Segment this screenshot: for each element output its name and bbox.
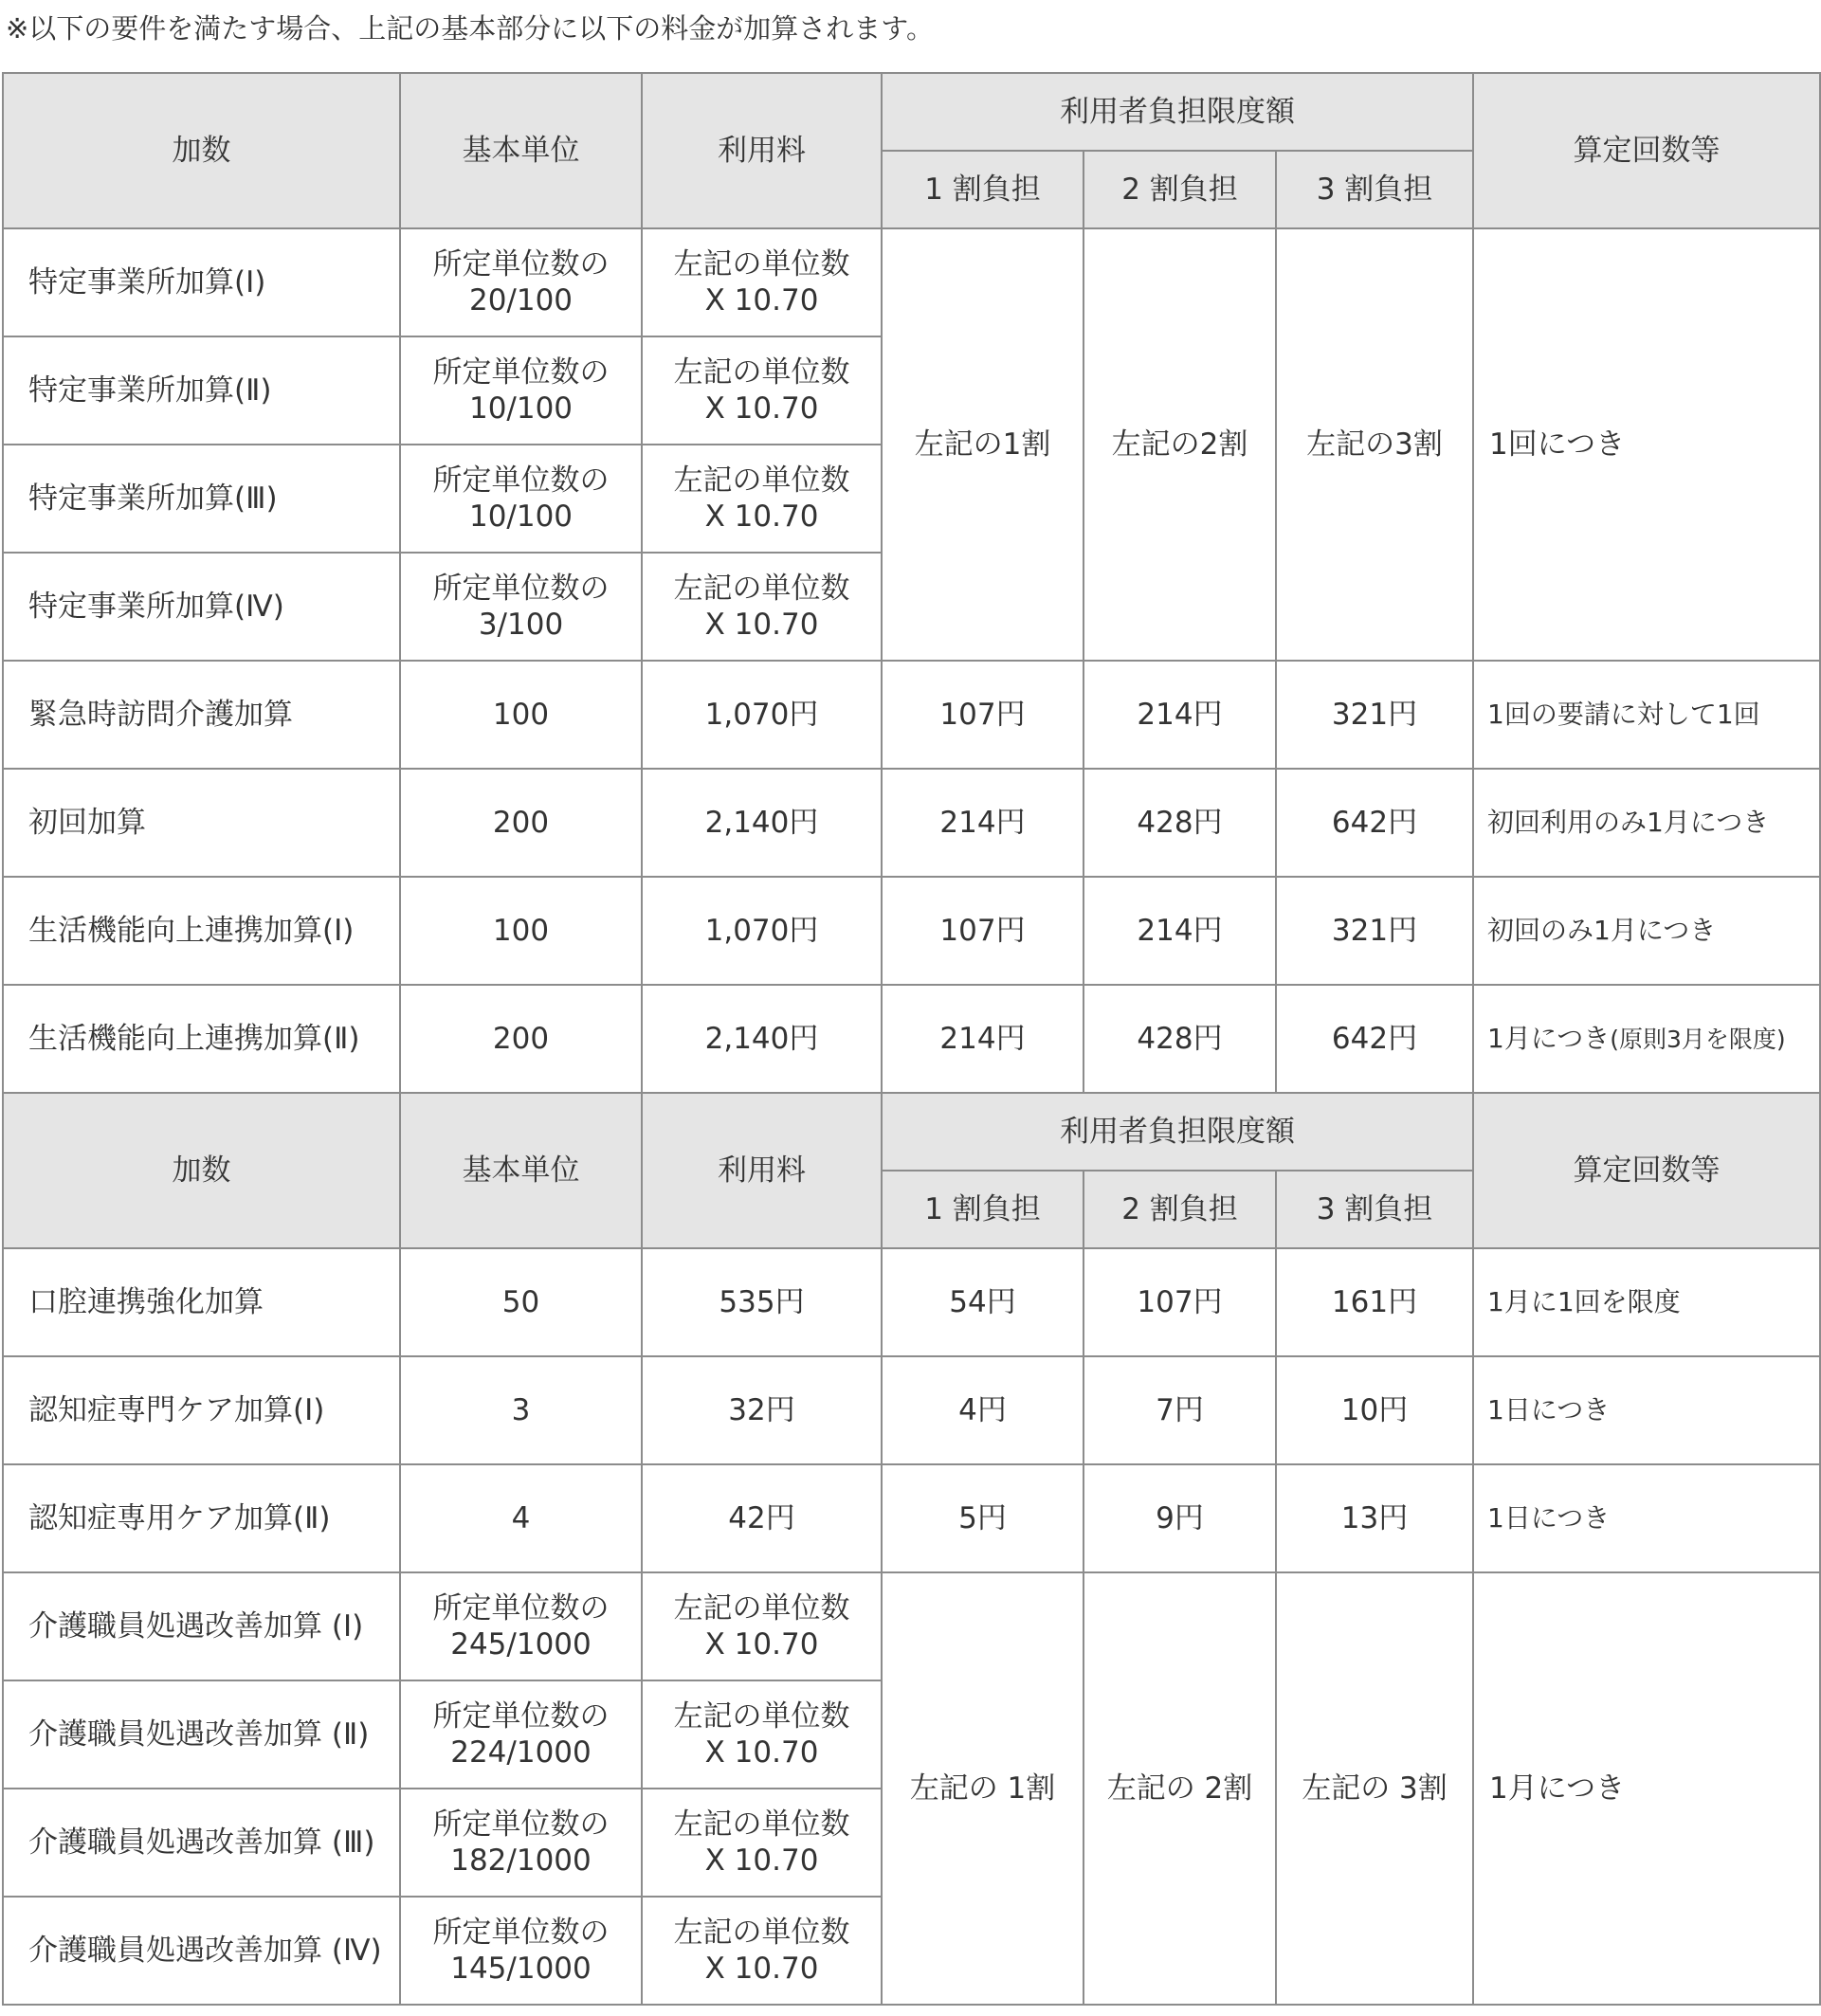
item-3wari: 642円 (1276, 769, 1473, 877)
table-row (3, 985, 1820, 1093)
header-fee: 利用料 (642, 73, 882, 228)
item-count-text: 初回のみ1月につき (1487, 915, 1717, 946)
merged-3wari: 左記の3割 (1276, 228, 1473, 661)
item-2wari: 214円 (1083, 877, 1276, 985)
item-unit-line: 所定単位数の (432, 1699, 610, 1734)
table-row (3, 1248, 1820, 1356)
item-count-note: (原則3月を限度) (1610, 1025, 1786, 1053)
header-unit: 基本単位 (400, 73, 642, 228)
table1-header-row (3, 73, 1820, 151)
table-row (3, 1356, 1820, 1464)
header-1wari: 1 割負担 (882, 151, 1083, 228)
item-unit (400, 1572, 642, 1680)
item-unit-line: 所定単位数の (432, 247, 610, 282)
item-unit-line: 10/100 (468, 499, 574, 534)
item-name: 特定事業所加算(Ⅱ) (3, 336, 400, 445)
header-2wari: 2 割負担 (1083, 1171, 1276, 1248)
item-name: 特定事業所加算(Ⅰ) (3, 228, 400, 336)
item-count-text: 1回の要請に対して1回 (1487, 699, 1760, 730)
item-fee (642, 445, 882, 553)
table-row (3, 661, 1820, 769)
item-fee-line: 左記の単位数 (673, 1699, 850, 1734)
item-1wari: 5円 (882, 1464, 1083, 1572)
item-fee-line: X 10.70 (704, 283, 819, 318)
item-unit (400, 1680, 642, 1789)
item-fee-line: 左記の単位数 (673, 355, 850, 390)
item-unit-line: 182/1000 (450, 1843, 592, 1878)
item-fee (642, 228, 882, 336)
item-unit (400, 553, 642, 661)
header-limit: 利用者負担限度額 (882, 73, 1473, 151)
item-unit: 200 (400, 769, 642, 877)
item-fee-line: 左記の単位数 (673, 463, 850, 498)
item-3wari: 321円 (1276, 877, 1473, 985)
item-count (1473, 877, 1820, 985)
merged-count: 1回につき (1473, 228, 1820, 661)
item-3wari: 13円 (1276, 1464, 1473, 1572)
item-1wari: 54円 (882, 1248, 1083, 1356)
item-unit-line: 所定単位数の (432, 1591, 610, 1626)
item-unit-line: 10/100 (468, 391, 574, 426)
item-fee: 1,070円 (642, 661, 882, 769)
item-unit-line: 所定単位数の (432, 572, 610, 606)
item-2wari: 7円 (1083, 1356, 1276, 1464)
item-unit: 200 (400, 985, 642, 1093)
item-1wari: 214円 (882, 985, 1083, 1093)
item-unit-line: 20/100 (468, 283, 574, 318)
item-unit (400, 1789, 642, 1897)
table-row (3, 877, 1820, 985)
item-fee: 2,140円 (642, 985, 882, 1093)
item-fee (642, 1572, 882, 1680)
item-fee-line: X 10.70 (704, 608, 819, 642)
header-3wari: 3 割負担 (1276, 1171, 1473, 1248)
header-count: 算定回数等 (1473, 1093, 1820, 1248)
item-count-text: 初回利用のみ1月につき (1487, 807, 1770, 838)
merged-2wari: 左記の2割 (1083, 228, 1276, 661)
item-fee (642, 1897, 882, 2005)
item-3wari: 321円 (1276, 661, 1473, 769)
table2-header-row (3, 1093, 1820, 1171)
item-1wari: 214円 (882, 769, 1083, 877)
item-unit: 4 (400, 1464, 642, 1572)
item-count (1473, 1248, 1820, 1356)
item-2wari: 428円 (1083, 769, 1276, 877)
item-fee-line: X 10.70 (704, 1627, 819, 1662)
item-name: 生活機能向上連携加算(Ⅱ) (3, 985, 400, 1093)
merged-1wari: 左記の1割 (882, 228, 1083, 661)
table-row (3, 1572, 1820, 1680)
item-fee-line: 左記の単位数 (673, 247, 850, 282)
merged-count: 1月につき (1473, 1572, 1820, 2005)
item-unit-line: 245/1000 (450, 1627, 592, 1662)
item-fee: 535円 (642, 1248, 882, 1356)
header-1wari: 1 割負担 (882, 1171, 1083, 1248)
table-row (3, 228, 1820, 336)
item-count (1473, 1356, 1820, 1464)
item-3wari: 642円 (1276, 985, 1473, 1093)
item-name: 特定事業所加算(Ⅳ) (3, 553, 400, 661)
item-unit (400, 445, 642, 553)
table-row (3, 1464, 1820, 1572)
item-unit: 100 (400, 661, 642, 769)
item-name: 緊急時訪問介護加算 (3, 661, 400, 769)
item-count (1473, 1464, 1820, 1572)
merged-1wari: 左記の 1割 (882, 1572, 1083, 2005)
item-count (1473, 769, 1820, 877)
item-1wari: 107円 (882, 877, 1083, 985)
item-name: 介護職員処遇改善加算 (Ⅳ) (3, 1897, 400, 2005)
item-unit-line: 所定単位数の (432, 1807, 610, 1842)
item-fee: 42円 (642, 1464, 882, 1572)
item-fee: 1,070円 (642, 877, 882, 985)
merged-3wari: 左記の 3割 (1276, 1572, 1473, 2005)
header-3wari: 3 割負担 (1276, 151, 1473, 228)
item-name: 認知症専用ケア加算(Ⅱ) (3, 1464, 400, 1572)
item-count-text: 1日につき (1487, 1394, 1611, 1426)
header-kasan: 加数 (3, 73, 400, 228)
item-name: 口腔連携強化加算 (3, 1248, 400, 1356)
item-unit (400, 228, 642, 336)
item-fee-line: X 10.70 (704, 499, 819, 534)
item-unit (400, 336, 642, 445)
item-name: 生活機能向上連携加算(Ⅰ) (3, 877, 400, 985)
header-unit: 基本単位 (400, 1093, 642, 1248)
item-fee-line: 左記の単位数 (673, 1591, 850, 1626)
merged-2wari: 左記の 2割 (1083, 1572, 1276, 2005)
header-limit: 利用者負担限度額 (882, 1093, 1473, 1171)
item-name: 特定事業所加算(Ⅲ) (3, 445, 400, 553)
item-name: 介護職員処遇改善加算 (Ⅱ) (3, 1680, 400, 1789)
item-fee (642, 1680, 882, 1789)
item-count-text: 1日につき (1487, 1502, 1611, 1534)
note-text: ※以下の要件を満たす場合、上記の基本部分に以下の料金が加算されます。 (6, 12, 934, 45)
item-fee: 2,140円 (642, 769, 882, 877)
item-2wari: 428円 (1083, 985, 1276, 1093)
header-count: 算定回数等 (1473, 73, 1820, 228)
item-name: 介護職員処遇改善加算 (Ⅲ) (3, 1789, 400, 1897)
item-fee: 32円 (642, 1356, 882, 1464)
item-fee (642, 553, 882, 661)
table-row (3, 769, 1820, 877)
item-fee-line: 左記の単位数 (673, 1807, 850, 1842)
item-unit-line: 所定単位数の (432, 355, 610, 390)
item-unit: 3 (400, 1356, 642, 1464)
item-count-text: 1月に1回を限度 (1487, 1286, 1681, 1317)
item-name: 初回加算 (3, 769, 400, 877)
item-unit: 50 (400, 1248, 642, 1356)
item-3wari: 161円 (1276, 1248, 1473, 1356)
item-fee-line: 左記の単位数 (673, 1916, 850, 1950)
item-unit-line: 224/1000 (450, 1735, 592, 1770)
item-count (1473, 985, 1820, 1093)
header-2wari: 2 割負担 (1083, 151, 1276, 228)
item-fee-line: X 10.70 (704, 1843, 819, 1878)
item-unit-line: 3/100 (478, 608, 564, 642)
item-2wari: 9円 (1083, 1464, 1276, 1572)
item-fee-line: X 10.70 (704, 391, 819, 426)
item-2wari: 214円 (1083, 661, 1276, 769)
item-unit (400, 1897, 642, 2005)
item-fee (642, 336, 882, 445)
item-fee (642, 1789, 882, 1897)
header-fee: 利用料 (642, 1093, 882, 1248)
item-fee-line: 左記の単位数 (673, 572, 850, 606)
item-fee-line: X 10.70 (704, 1735, 819, 1770)
header-kasan: 加数 (3, 1093, 400, 1248)
item-fee-line: X 10.70 (704, 1952, 819, 1986)
fee-table (2, 72, 1821, 2006)
item-1wari: 107円 (882, 661, 1083, 769)
item-3wari: 10円 (1276, 1356, 1473, 1464)
item-name: 認知症専門ケア加算(Ⅰ) (3, 1356, 400, 1464)
item-1wari: 4円 (882, 1356, 1083, 1464)
item-count (1473, 661, 1820, 769)
item-unit-line: 所定単位数の (432, 463, 610, 498)
item-name: 介護職員処遇改善加算 (Ⅰ) (3, 1572, 400, 1680)
item-2wari: 107円 (1083, 1248, 1276, 1356)
item-unit-line: 145/1000 (450, 1952, 592, 1986)
item-unit-line: 所定単位数の (432, 1916, 610, 1950)
item-count-text: 1月につき (1487, 1022, 1611, 1054)
item-unit: 100 (400, 877, 642, 985)
